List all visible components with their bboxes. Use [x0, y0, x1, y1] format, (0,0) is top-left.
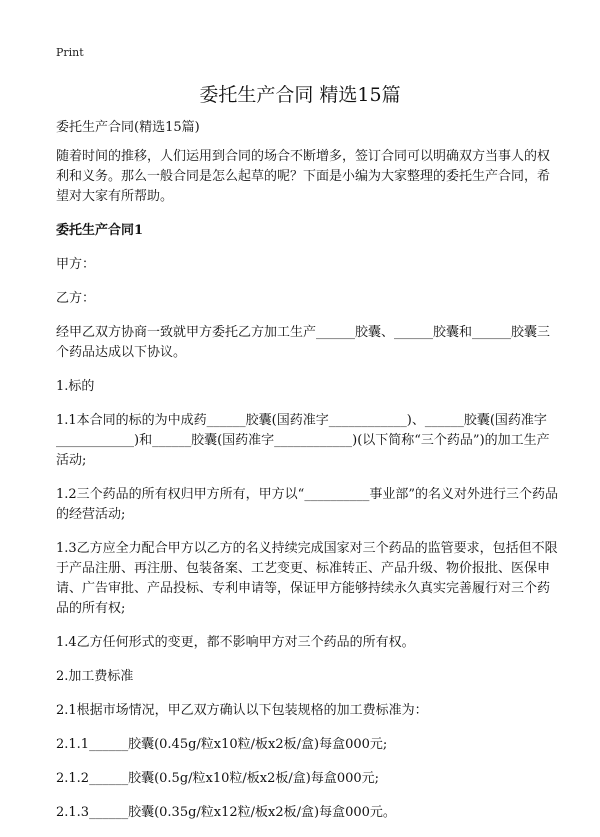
- print-link[interactable]: Print: [56, 46, 84, 59]
- intro-paragraph: 随着时间的推移，人们运用到合同的场合不断增多，签订合同可以明确双方当事人的权利和义务。那么一般合同是怎么起草的呢？下面是小编为大家整理的委托生产合同，希望对大家有所帮助。: [56, 149, 551, 204]
- clause-1-2: 1.2三个药品的所有权归甲方所有，甲方以“__________事业部”的名义对外进行三个药品的经营活动;: [56, 487, 558, 522]
- clause-1-1: 1.1本合同的标的为中成药______胶囊(国药准字____________)、______胶囊(国药准字____________)和______胶囊(国药准字____________)(以下简称“三个药品”)的加工生产活动;: [56, 413, 550, 468]
- subtitle: 委托生产合同(精选15篇): [56, 120, 200, 135]
- clause-2-1-3: 2.1.3______胶囊(0.35g/粒x12粒/板x2板/盒)每盒000元。: [56, 805, 396, 820]
- agreement-paragraph: 经甲乙双方协商一致就甲方委托乙方加工生产______胶囊、______胶囊和______胶囊三个药品达成以下协议。: [56, 325, 551, 360]
- section-heading: 委托生产合同1: [56, 223, 144, 238]
- clause-2-1-1: 2.1.1______胶囊(0.45g/粒x10粒/板x2板/盒)每盒000元;: [56, 737, 388, 752]
- party-a-line: 甲方：: [56, 257, 96, 272]
- clause-2-1-2: 2.1.2______胶囊(0.5g/粒x10粒/板x2板/盒)每盒000元;: [56, 771, 380, 786]
- clause-2-heading: 2.加工费标准: [56, 669, 134, 684]
- page-title: 委托生产合同 精选15篇: [199, 84, 401, 106]
- party-b-line: 乙方：: [56, 291, 96, 306]
- clause-2-1: 2.1根据市场情况，甲乙双方确认以下包装规格的加工费标准为：: [56, 703, 428, 718]
- clause-1-4: 1.4乙方任何形式的变更，都不影响甲方对三个药品的所有权。: [56, 635, 415, 650]
- document-body: [56, 118, 558, 837]
- clause-1-heading: 1.标的: [56, 379, 95, 394]
- clause-1-3: 1.3乙方应全力配合甲方以乙方的名义持续完成国家对三个药品的监管要求，包括但不限于产品注册、再注册、包装备案、工艺变更、标准转正、产品升级、物价报批、医保申请、广告审批、产品投标、专利申请等，保证甲方能够持续永久真实完善履行对三个药品的所有权;: [56, 541, 558, 616]
